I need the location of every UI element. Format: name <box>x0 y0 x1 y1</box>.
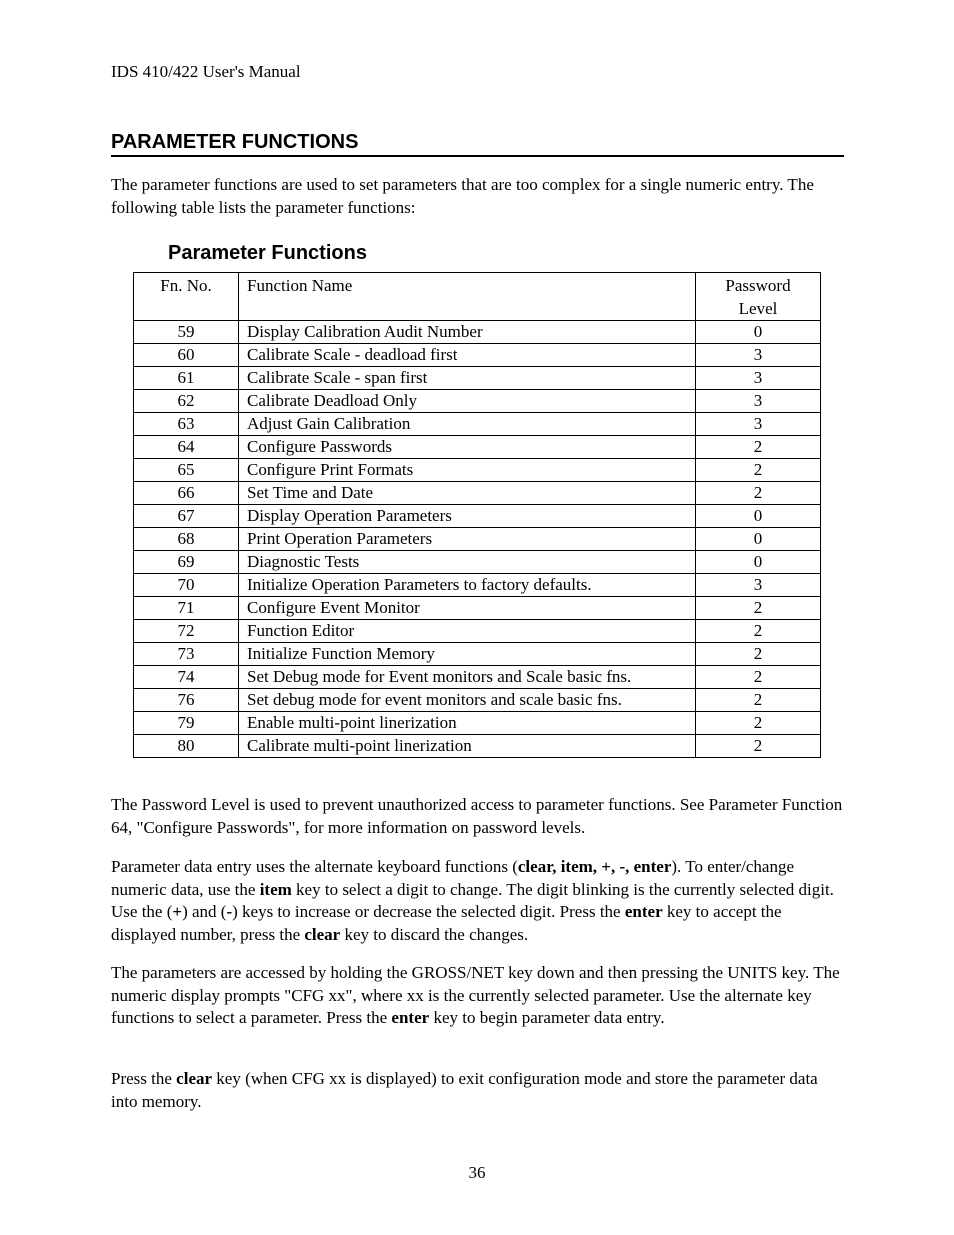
table-row <box>134 505 821 528</box>
fn-number-cell: 72 <box>134 620 239 643</box>
table-row <box>134 666 821 689</box>
fn-number-cell: 65 <box>134 459 239 482</box>
password-level-cell: 0 <box>696 505 821 528</box>
table-row <box>134 551 821 574</box>
password-level-cell: 0 <box>696 551 821 574</box>
password-level-cell: 2 <box>696 482 821 505</box>
fn-number-cell: 71 <box>134 597 239 620</box>
fn-number-cell: 79 <box>134 712 239 735</box>
column-header-fn-no: Fn. No. <box>134 273 239 321</box>
password-level-cell: 2 <box>696 620 821 643</box>
password-level-cell: 3 <box>696 367 821 390</box>
fn-number-cell: 66 <box>134 482 239 505</box>
table-title: Parameter Functions <box>168 242 367 264</box>
password-level-cell: 2 <box>696 666 821 689</box>
intro-paragraph: The parameter functions are used to set parameters that are too complex for a single numeric entry. The following table lists the parameter functions: <box>111 175 814 217</box>
table-row <box>134 482 821 505</box>
password-level-cell: 3 <box>696 413 821 436</box>
page-number: 36 <box>468 1163 486 1182</box>
password-level-cell: 2 <box>696 689 821 712</box>
function-name-cell: Display Calibration Audit Number <box>239 321 696 344</box>
table-row <box>134 321 821 344</box>
manual-header: IDS 410/422 User's Manual <box>111 62 301 81</box>
fn-number-cell: 62 <box>134 390 239 413</box>
function-name-cell: Enable multi-point linerization <box>239 712 696 735</box>
fn-number-cell: 68 <box>134 528 239 551</box>
fn-number-cell: 61 <box>134 367 239 390</box>
function-name-cell: Calibrate multi-point linerization <box>239 735 696 758</box>
password-level-cell: 2 <box>696 436 821 459</box>
table-row <box>134 413 821 436</box>
fn-number-cell: 67 <box>134 505 239 528</box>
function-name-cell: Set Debug mode for Event monitors and Scale basic fns. <box>239 666 696 689</box>
table-row <box>134 367 821 390</box>
fn-number-cell: 80 <box>134 735 239 758</box>
password-level-cell: 2 <box>696 643 821 666</box>
fn-number-cell: 63 <box>134 413 239 436</box>
function-name-cell: Initialize Operation Parameters to factory defaults. <box>239 574 696 597</box>
function-name-cell: Configure Event Monitor <box>239 597 696 620</box>
password-level-cell: 2 <box>696 712 821 735</box>
table-row <box>134 528 821 551</box>
function-name-cell: Diagnostic Tests <box>239 551 696 574</box>
fn-number-cell: 59 <box>134 321 239 344</box>
password-level-cell: 3 <box>696 574 821 597</box>
function-name-cell: Display Operation Parameters <box>239 505 696 528</box>
function-name-cell: Configure Passwords <box>239 436 696 459</box>
table-row <box>134 735 821 758</box>
password-level-cell: 2 <box>696 459 821 482</box>
function-name-cell: Calibrate Scale - span first <box>239 367 696 390</box>
table-row <box>134 620 821 643</box>
function-name-cell: Set debug mode for event monitors and scale basic fns. <box>239 689 696 712</box>
password-level-paragraph: The Password Level is used to prevent unauthorized access to parameter functions. See Parameter Function 64, "Configure Passwords", for more information on password levels. <box>111 795 843 837</box>
table-row <box>134 643 821 666</box>
function-name-cell: Print Operation Parameters <box>239 528 696 551</box>
fn-number-cell: 64 <box>134 436 239 459</box>
function-name-cell: Calibrate Deadload Only <box>239 390 696 413</box>
column-header-function-name: Function Name <box>239 273 696 321</box>
password-level-cell: 3 <box>696 344 821 367</box>
section-title: PARAMETER FUNCTIONS <box>111 130 844 157</box>
password-level-cell: 2 <box>696 597 821 620</box>
table-row <box>134 436 821 459</box>
password-level-cell: 3 <box>696 390 821 413</box>
function-name-cell: Configure Print Formats <box>239 459 696 482</box>
table-row <box>134 689 821 712</box>
table-row <box>134 459 821 482</box>
fn-number-cell: 60 <box>134 344 239 367</box>
table-row <box>134 574 821 597</box>
table-row <box>134 712 821 735</box>
column-header-password-level: Password Level <box>696 273 821 321</box>
function-name-cell: Calibrate Scale - deadload first <box>239 344 696 367</box>
fn-number-cell: 69 <box>134 551 239 574</box>
password-level-cell: 0 <box>696 528 821 551</box>
function-name-cell: Set Time and Date <box>239 482 696 505</box>
password-level-cell: 0 <box>696 321 821 344</box>
table-header-row <box>134 273 821 321</box>
fn-number-cell: 73 <box>134 643 239 666</box>
fn-number-cell: 76 <box>134 689 239 712</box>
fn-number-cell: 70 <box>134 574 239 597</box>
function-name-cell: Initialize Function Memory <box>239 643 696 666</box>
data-entry-paragraph: Parameter data entry uses the alternate keyboard functions (clear, item, +, -, enter). To enter/change numeric data, use the item key to select a digit to change. The digit blinking is the currently selected digit. Use the (+) and (-) keys to increase or decrease the selected digit. Press the enter key to accept the displayed number, press the clear key to discard the changes. <box>111 857 834 944</box>
access-paragraph: The parameters are accessed by holding the GROSS/NET key down and then pressing the UNITS key. The numeric display prompts "CFG xx", where xx is the currently selected parameter. Use the alternate key functions to select a parameter. Press the enter key to begin parameter data entry. <box>111 963 840 1027</box>
password-level-cell: 2 <box>696 735 821 758</box>
parameter-functions-table <box>133 272 821 758</box>
fn-number-cell: 74 <box>134 666 239 689</box>
table-row <box>134 344 821 367</box>
function-name-cell: Function Editor <box>239 620 696 643</box>
table-row <box>134 597 821 620</box>
exit-paragraph: Press the clear key (when CFG xx is displayed) to exit configuration mode and store the parameter data into memory. <box>111 1069 818 1111</box>
function-name-cell: Adjust Gain Calibration <box>239 413 696 436</box>
table-row <box>134 390 821 413</box>
